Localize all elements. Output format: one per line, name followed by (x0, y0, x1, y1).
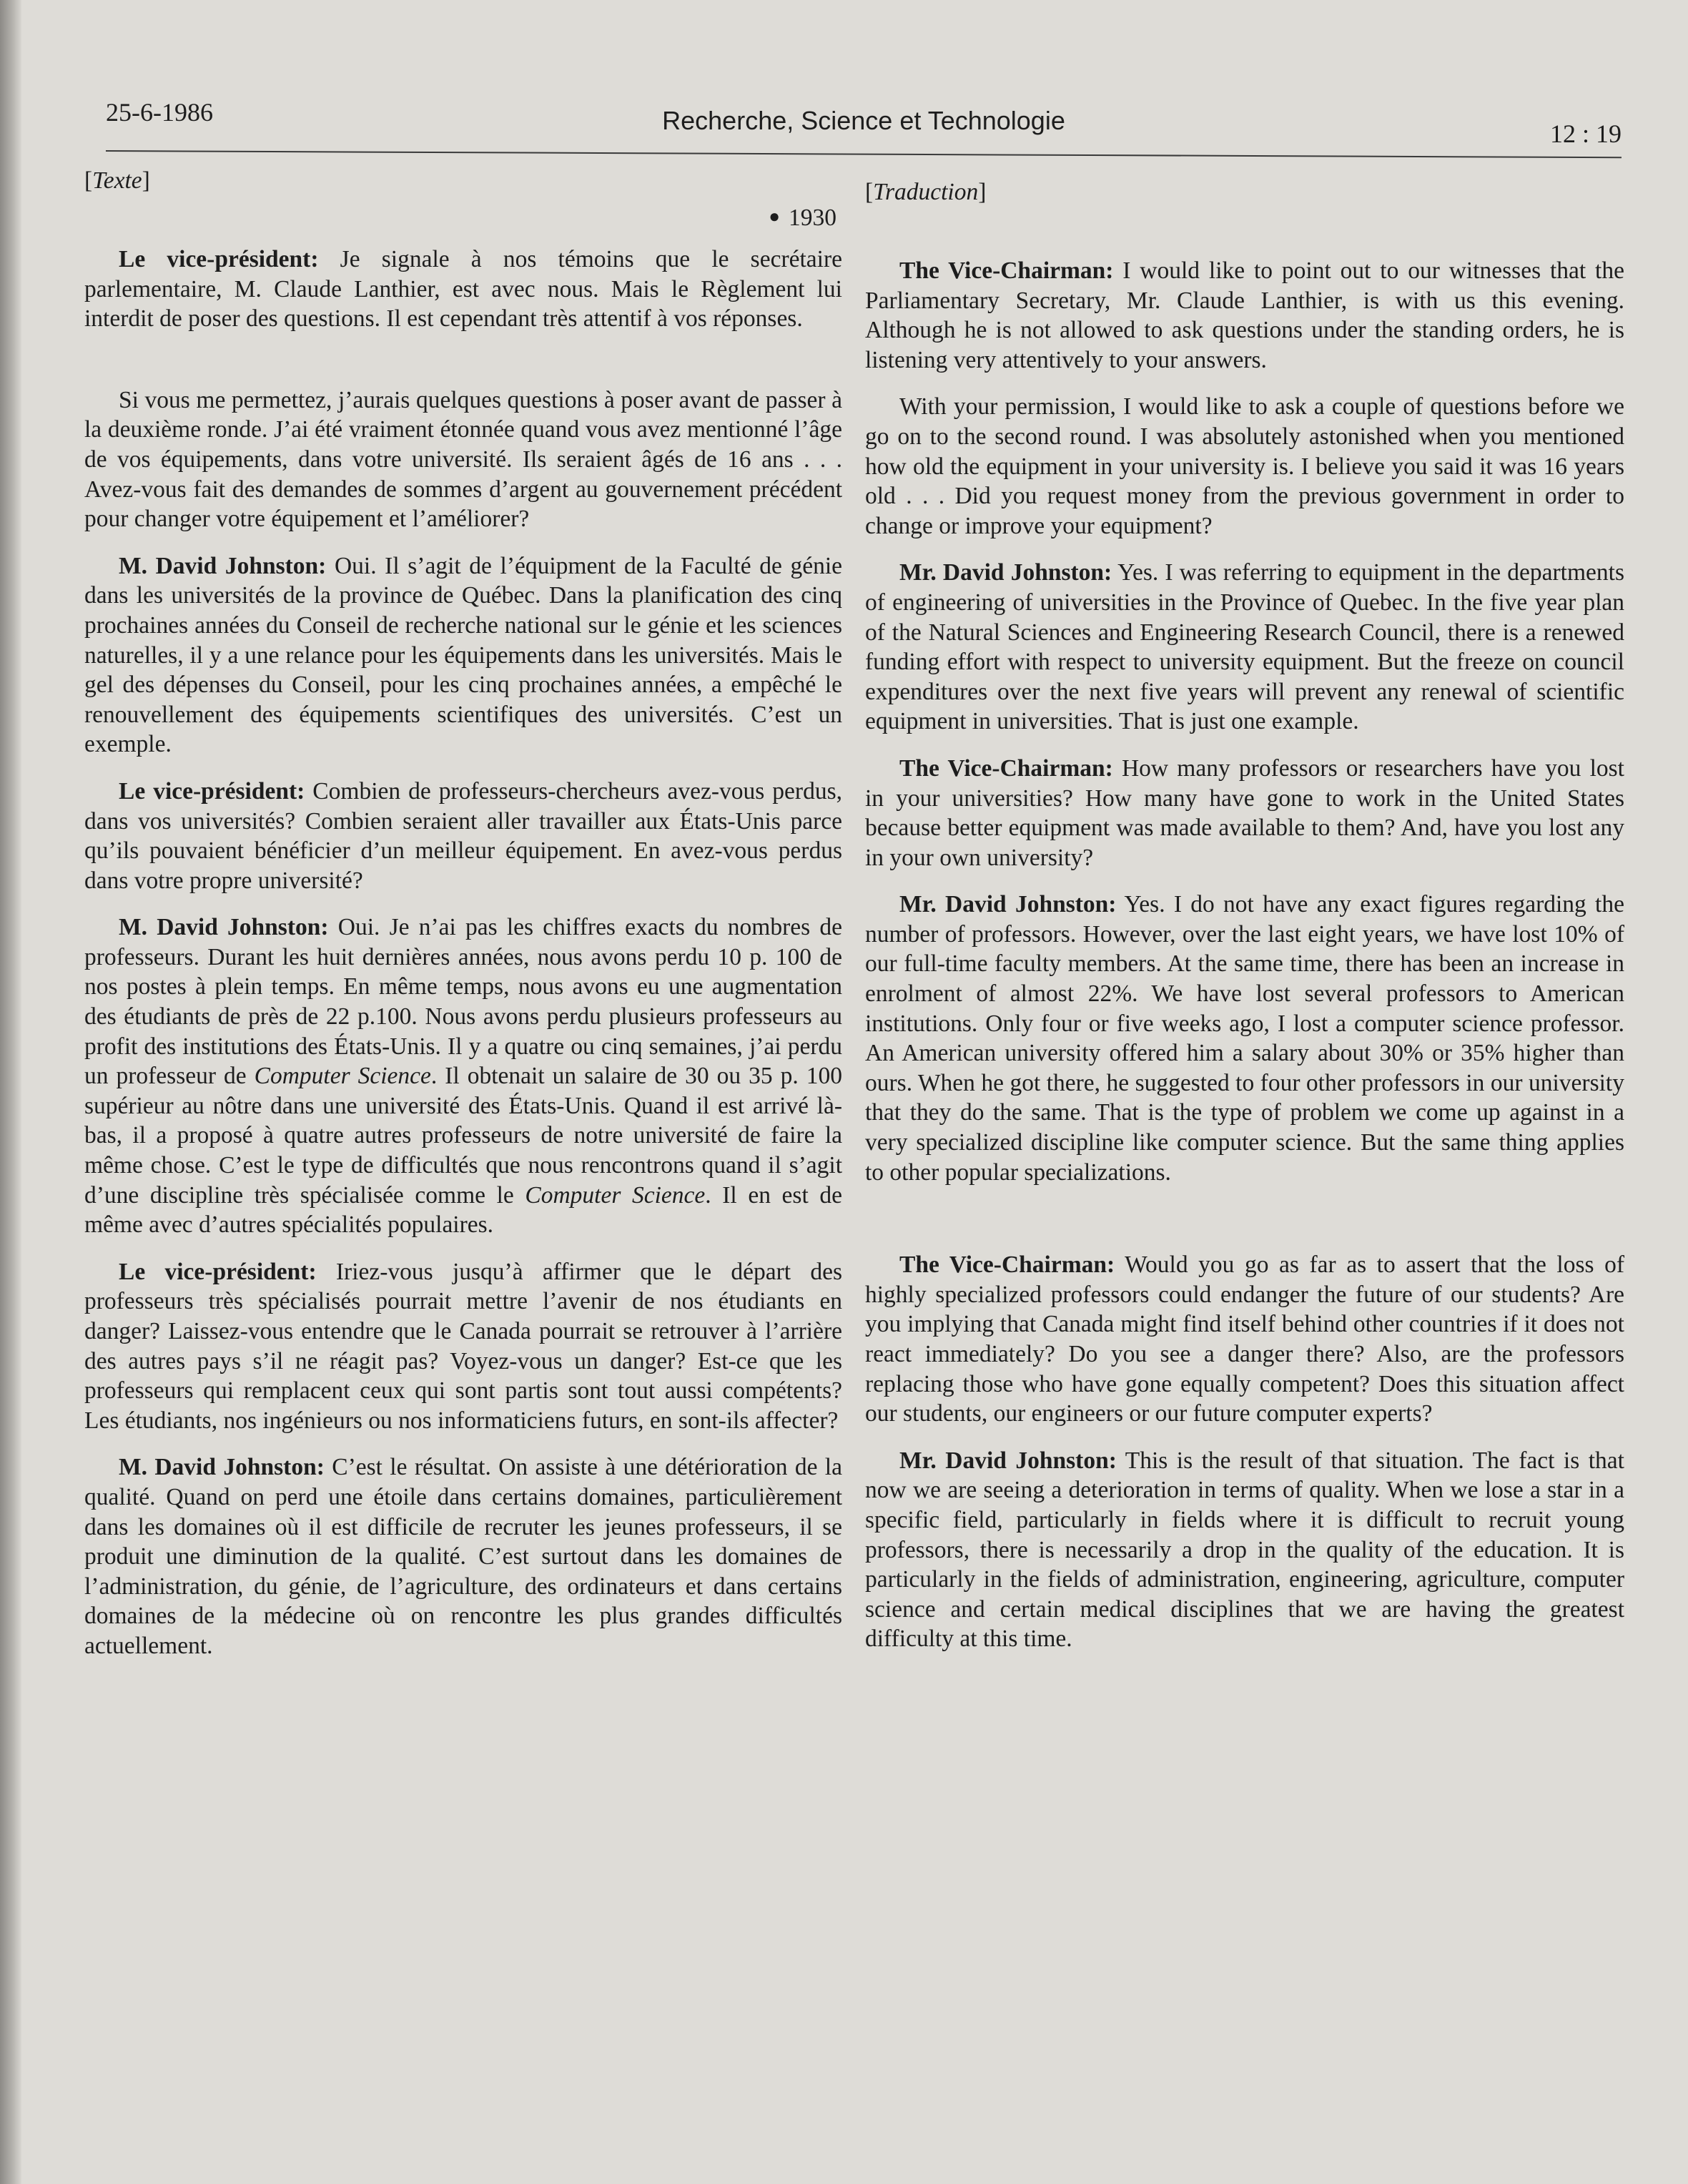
paragraph: Si vous me permettez, j’aurais quelques questions à poser avant de passer à la deuxième ronde. J’ai été vraiment étonnée quand vous avez mentionné l’âge de vos équipements, dans votre université. Ils seraient âgés de 16 ans . . . Avez-vous fait des demandes de sommes d’argent au gouvernement précédent pour changer votre équipement et l’améliorer? (84, 386, 842, 533)
header-date: 25-6-1986 (106, 98, 213, 127)
bullet-icon: ● (769, 206, 780, 227)
running-head (106, 93, 1622, 150)
paragraph: Mr. David Johnston: Yes. I was referring to equipment in the departments of engineering of universities in the Province of Quebec. In the five year plan of the Natural Sciences and Engineering Research Council, there is a renewed funding effort with respect to university equipment. But the freeze on council expenditures over the next five years will prevent any renewal of scientific equipment in universities. That is just one example. (865, 559, 1624, 735)
paragraph: The Vice-Chairman: I would like to point out to our witnesses that the Parliamentary Secretary, Mr. Claude Lanthier, is with us this evening. Although he is not allowed to ask questions under the standing orders, he is listening very attentively to your answers. (865, 257, 1624, 373)
speaker-name: The Vice-Chairman: (899, 257, 1114, 284)
paragraph: M. David Johnston: C’est le résultat. On assiste à une détérioration de la qualité. Quand on perd une étoile dans certains domaines, particulièrement dans les domaines où il est difficile de recruter les jeunes professeurs, il se produit une diminution de la qualité. C’est surtout dans les domaines de l’administration, du génie, de l’agriculture, des ordinateurs et dans certains domaines de la médecine où on rencontre les plus grandes difficultés actuellement. (84, 1454, 842, 1659)
paragraph: The Vice-Chairman: Would you go as far as to assert that the loss of highly specialized professors could endanger the future of our students? Are you implying that Canada might find itself behind other countries if it does not react immediately? Do you see a danger there? Also, are the professors replacing those who have gone equally competent? Does this situation affect our students, our engineers or our future computer experts? (865, 1251, 1624, 1427)
english-column (865, 177, 1624, 2065)
speaker-name: Mr. David Johnston: (899, 559, 1112, 586)
french-column (84, 166, 842, 2054)
paragraph: Mr. David Johnston: Yes. I do not have any exact figures regarding the number of professors. However, over the last eight years, we have lost 10% of our full-time faculty members. At the same time, there has been an increase in enrolment of almost 22%. We have lost several professors to American institutions. Only four or five weeks ago, I lost a computer science professor. An American university offered him a salary about 30% or 35% higher than ours. When he got there, he suggested to four other professors in our university that they do the same. That is the type of problem we come up against in a very specialized discipline like computer science. But the same thing applies to other popular specializations. (865, 891, 1624, 1186)
page-binding-edge (0, 0, 21, 2184)
paragraph: M. David Johnston: Oui. Il s’agit de l’équipment de la Faculté de génie dans les universités de la province de Québec. Dans la planification des cinq prochaines années du Conseil de recherche national sur le génie et les sciences naturelles, il y a une relance pour les équipements dans les universités. Mais le gel des dépenses du Conseil, pour les cinq prochaines années, a empêché le renouvellement des équipements scientifiques des universités. C’est un exemple. (84, 552, 842, 758)
paragraph: Le vice-président: Combien de professeurs-chercheurs avez-vous perdus, dans vos universités? Combien seraient aller travailler aux États-Unis parce qu’ils pouvaient bénéficier d’un meilleur équipement. En avez-vous perdus dans votre propre université? (84, 777, 842, 894)
speaker-name: Le vice-président: (119, 777, 305, 805)
paragraph: Mr. David Johnston: This is the result of that situation. The fact is that now we are seeing a deterioration in terms of quality. When we lose a star in a specific field, particularly in fields where it is difficult to recruit young professors, there is necessarily a drop in the quality of the education. It is particularly in the fields of administration, engineering, agriculture, computer science and certain medical disciplines that we are having the greatest difficulty at this time. (865, 1447, 1624, 1653)
paragraph: The Vice-Chairman: How many professors or researchers have you lost in your universities? How many have gone to work in the United States because better equipment was made available to them? And, have you lost any in your own university? (865, 754, 1624, 871)
speaker-name: Mr. David Johnston: (899, 891, 1117, 918)
paragraph: With your permission, I would like to ask a couple of questions before we go on to the second round. I was absolutely astonished when you mentioned how old the equipment in your university is. I believe you said it was 16 years old . . . Did you request money from the previous government in order to change or improve your equipment? (865, 393, 1624, 539)
speaker-name: The Vice-Chairman: (899, 754, 1113, 782)
speaker-name: Mr. David Johnston: (899, 1447, 1117, 1474)
speaker-name: M. David Johnston: (119, 552, 327, 579)
column-tag-texte: [Texte] (84, 167, 150, 194)
speaker-name: M. David Johnston: (119, 914, 329, 941)
header-rule (106, 150, 1622, 158)
header-title: Recherche, Science et Technologie (662, 106, 1065, 135)
paragraph: Le vice-président: Je signale à nos témoins que le secrétaire parlementaire, M. Claude Lanthier, est avec nous. Mais le Règlement lui interdit de poser des questions. Il est cependant très attentif à vos réponses. (84, 246, 842, 333)
speaker-name: The Vice-Chairman: (899, 1251, 1115, 1279)
header-page-number: 12 : 19 (1549, 119, 1622, 148)
paragraph: Le vice-président: Iriez-vous jusqu’à affirmer que le départ des professeurs très spécialisés pourrait mettre l’avenir de nos étudiants en danger? Laissez-vous entendre que le Canada pourrait se retrouver à l’arrière des autres pays s’il ne réagit pas? Voyez-vous un danger? Est-ce que les professeurs qui remplacent ceux qui sont partis sont tout aussi compétents? Les étudiants, nos ingénieurs ou nos informaticiens futurs, en sont-ils affecter? (84, 1258, 842, 1434)
speaker-name: Le vice-président: (119, 1258, 317, 1285)
timecode: ● 1930 (769, 205, 836, 231)
speaker-name: Le vice-président: (119, 246, 319, 272)
column-tag-traduction: [Traduction] (865, 179, 987, 205)
paragraph: M. David Johnston: Oui. Je n’ai pas les chiffres exacts du nombres de professeurs. Durant les huit dernières années, nous avons perdu 10 p. 100 de nos postes à plein temps. En même temps, nous avons eu une augmentation des étudiants de près de 22 p.100. Nous avons perdu plusieurs professeurs au profit des institutions des États-Unis. Il y a quatre ou cinq semaines, j’ai perdu un professeur de Computer Science. Il obtenait un salaire de 30 ou 35 p. 100 supérieur au nôtre dans une université des États-Unis. Quand il est arrivé là-bas, il a proposé à quatre autres professeurs de notre université de faire la même chose. C’est le type de difficultés que nous rencontrons quand il s’agit d’une discipline très spécialisée comme le Computer Science. Il en est de même avec d’autres spécialités populaires. (84, 914, 842, 1239)
speaker-name: M. David Johnston: (119, 1454, 325, 1481)
